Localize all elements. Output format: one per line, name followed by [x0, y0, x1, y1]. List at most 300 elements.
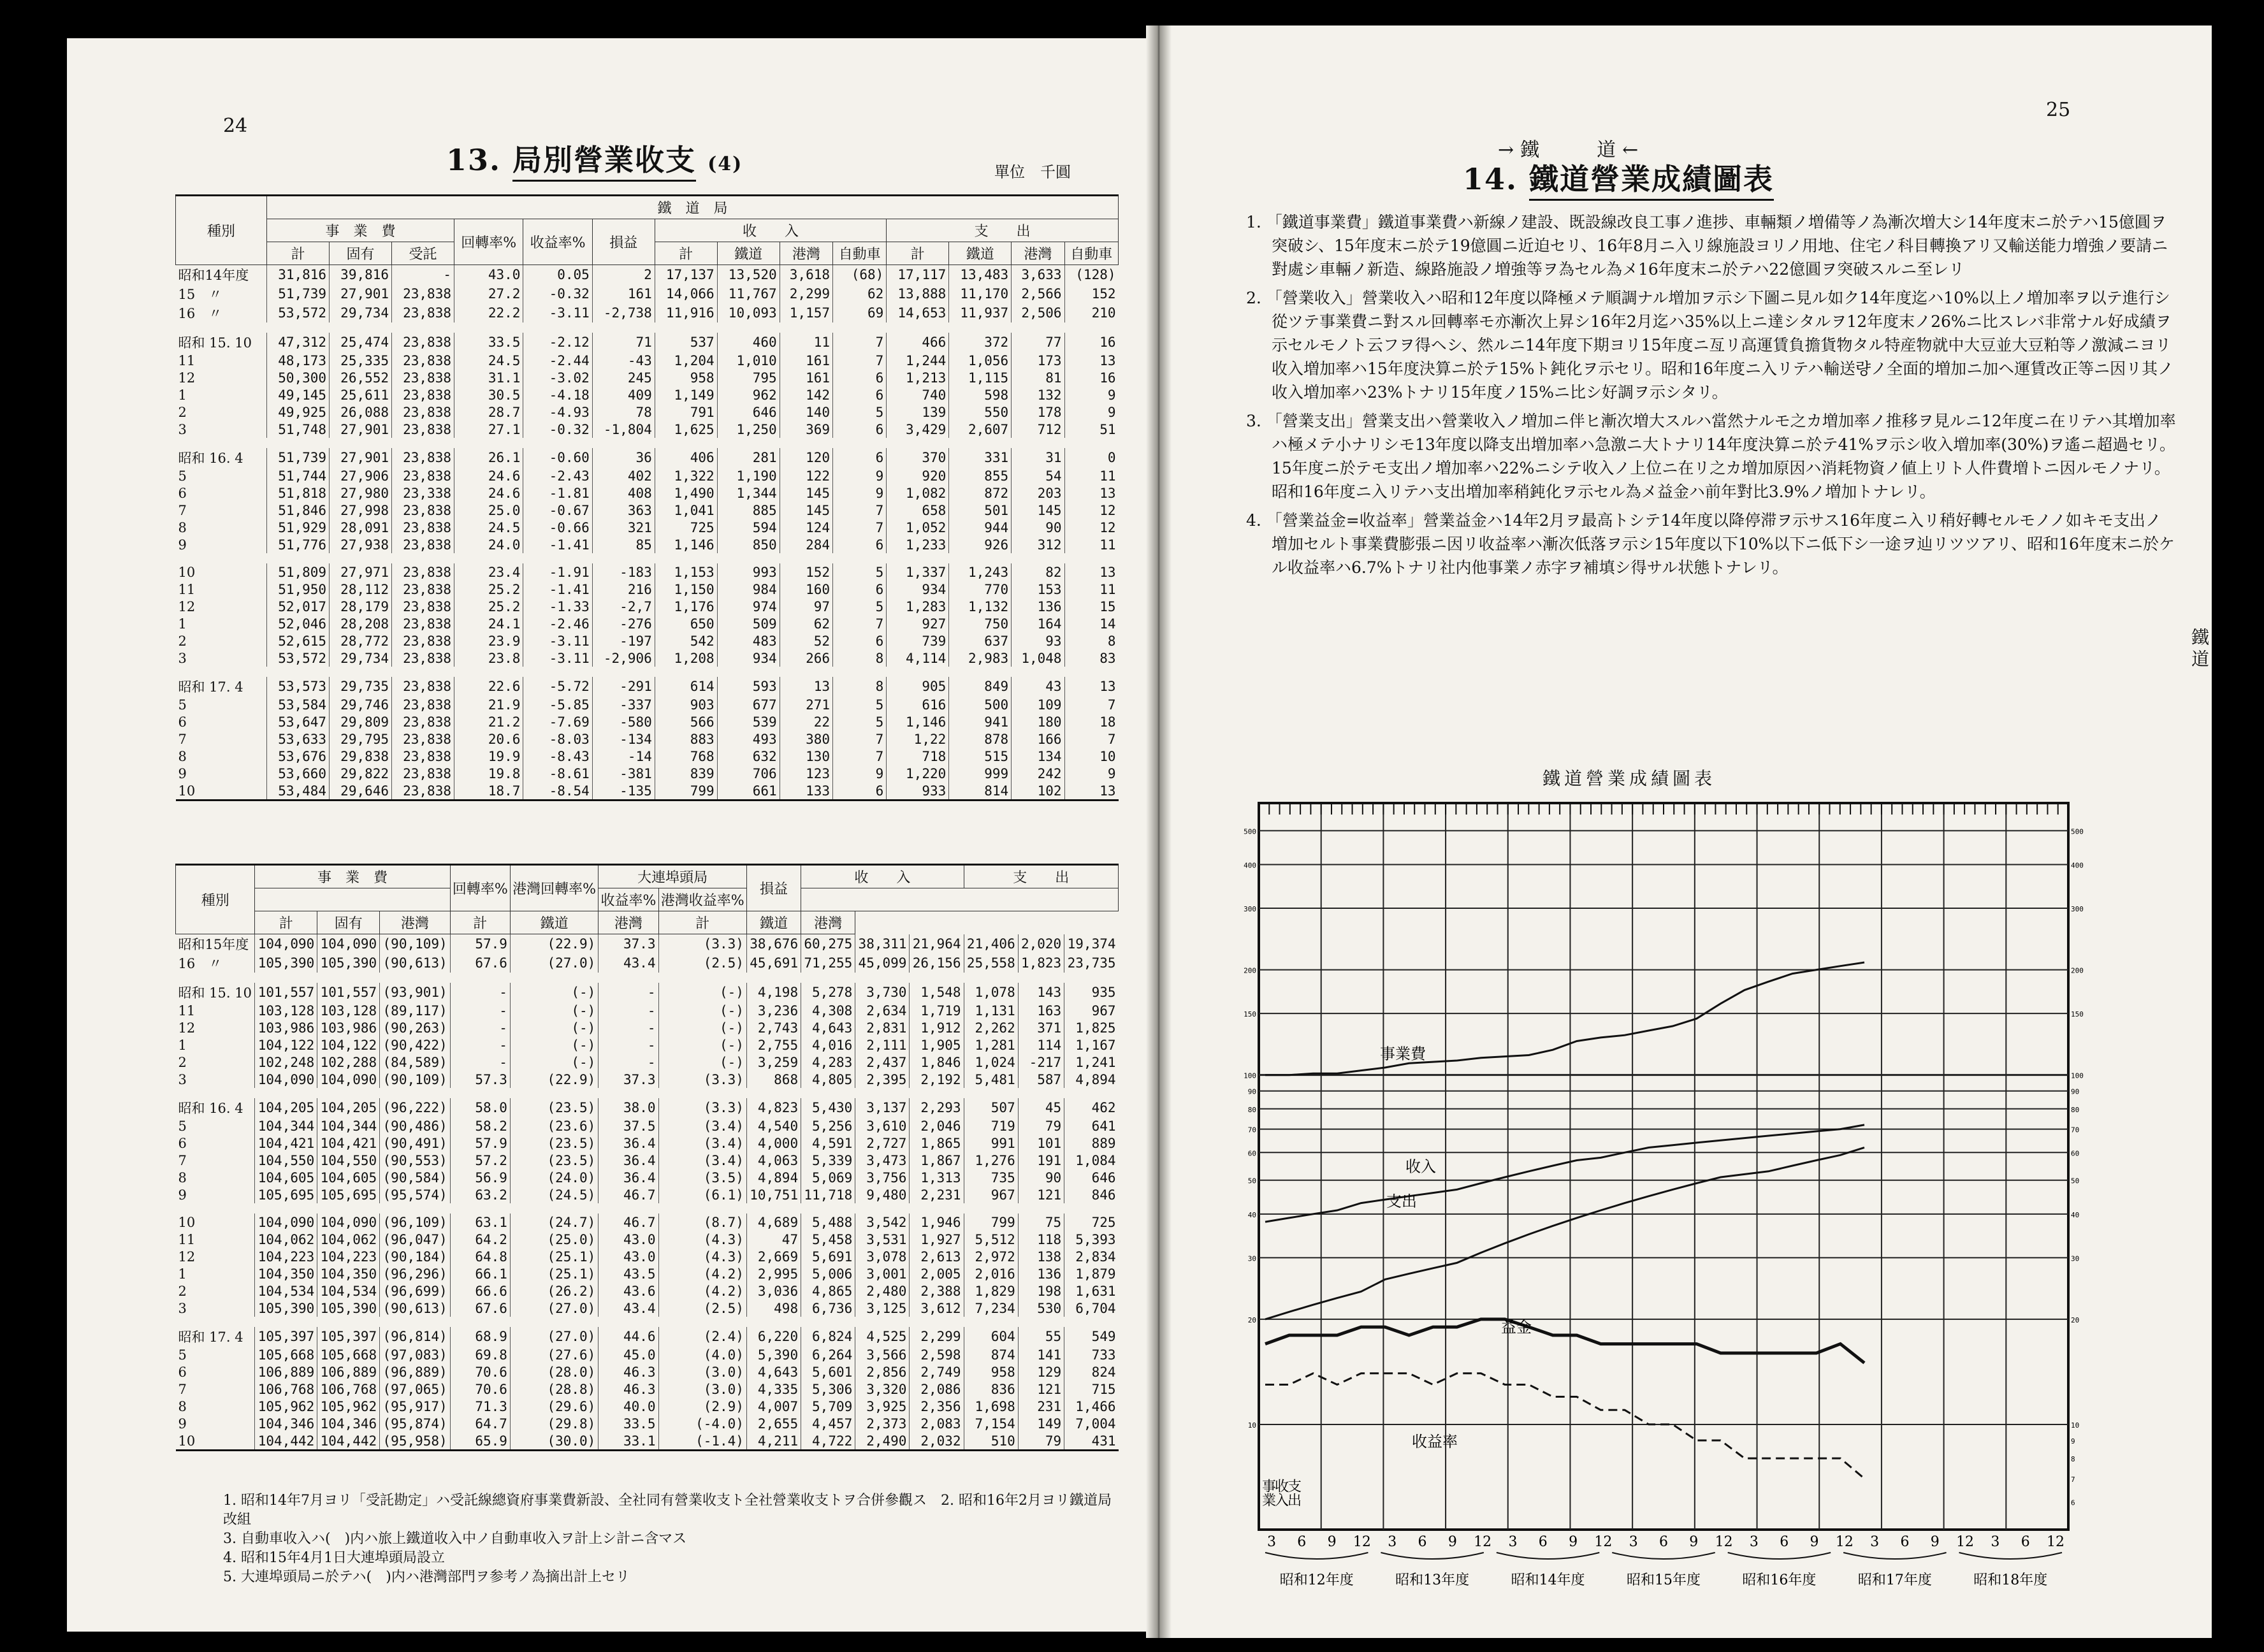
table-cell: 5: [833, 403, 887, 421]
table-cell: 1,024: [964, 1054, 1018, 1071]
table-cell: 566: [655, 713, 717, 730]
table-cell: 4,865: [801, 1282, 855, 1300]
table-cell: 934: [887, 581, 949, 598]
x-year-label: 昭和17年度: [1857, 1572, 1932, 1588]
note-line: 1. 昭和14年7月ヨリ「受託勘定」ハ受託線總資府事業費新設、全社同有營業收支ト全社營業收支トヲ合併參觀ス 2. 昭和16年2月ヨリ鐵道局改組: [223, 1493, 1112, 1528]
x-month-label: 6: [1780, 1534, 1789, 1550]
table-cell: 2,634: [855, 1002, 910, 1019]
row-label: 5: [178, 697, 187, 713]
table-cell: 25,335: [330, 352, 392, 369]
table-cell: -8.43: [523, 748, 592, 765]
table-cell: (-): [510, 1054, 598, 1071]
table-cell: 102,248: [255, 1054, 317, 1071]
table-cell: (24.5): [510, 1186, 598, 1203]
table-row: [176, 448, 1119, 467]
table-cell: 53,584: [267, 696, 330, 713]
table-cell: 2,395: [855, 1071, 910, 1088]
table-cell: 79: [1018, 1432, 1064, 1451]
table-cell: 164: [1012, 615, 1064, 632]
table-cell: 56.9: [450, 1169, 510, 1186]
table-cell: (90,553): [380, 1152, 451, 1169]
table-cell: 106,768: [317, 1380, 380, 1398]
table-cell: 1,322: [655, 467, 717, 484]
table-cell: 29,734: [330, 649, 392, 667]
table-cell: 927: [887, 615, 949, 632]
row-label: 12: [178, 1020, 196, 1036]
table-cell: 7: [833, 352, 887, 369]
table-cell: 1,281: [964, 1036, 1018, 1054]
table-cell: 43.4: [599, 1300, 658, 1317]
chart-frame: [1259, 803, 2068, 1530]
table-cell: 3,618: [780, 265, 832, 285]
stub-header: 種別: [176, 196, 267, 265]
table-cell: 28,091: [330, 519, 392, 536]
table-cell: 13: [1064, 782, 1118, 801]
table-cell: 641: [1064, 1117, 1119, 1134]
table-row: [176, 1036, 1119, 1054]
table-cell: 22.6: [454, 677, 523, 696]
table-cell: 104,346: [317, 1415, 380, 1432]
table-cell: -3.11: [523, 632, 592, 649]
table-cell: 1,867: [910, 1152, 964, 1169]
table-cell: -5.72: [523, 677, 592, 696]
table-cell: 104,550: [317, 1152, 380, 1169]
row-label: 2: [178, 633, 187, 649]
table-cell: 104,344: [255, 1117, 317, 1134]
table-cell: 23,838: [392, 677, 454, 696]
table-cell: 26,088: [330, 403, 392, 421]
table-cell: 967: [964, 1186, 1018, 1203]
table-cell: 120: [780, 448, 832, 467]
table-cell: 984: [717, 581, 780, 598]
table-cell: 962: [717, 386, 780, 403]
table-cell: 161: [780, 369, 832, 386]
table-cell: (-): [658, 983, 746, 1002]
table-cell: 231: [1018, 1398, 1064, 1415]
table-cell: 903: [655, 696, 717, 713]
table-cell: -135: [592, 782, 655, 801]
row-label: 12: [178, 1249, 196, 1264]
table-cell: 53,572: [267, 649, 330, 667]
table-cell: 935: [1064, 983, 1119, 1002]
header-kaiten: 回轉率%: [450, 865, 510, 911]
table-cell: 850: [717, 536, 780, 553]
table-cell: 5,390: [746, 1346, 801, 1363]
table-cell: 4,198: [746, 983, 801, 1002]
table-cell: -291: [592, 677, 655, 696]
table-cell: 242: [1012, 765, 1064, 782]
table-cell: 26,156: [910, 953, 964, 973]
table-cell: 0.05: [523, 265, 592, 285]
table-cell: -1.41: [523, 581, 592, 598]
table-cell: 44.6: [599, 1327, 658, 1346]
table-cell: 632: [717, 748, 780, 765]
table-cell: 104,442: [255, 1432, 317, 1451]
table-cell: 510: [964, 1432, 1018, 1451]
subheader-cell: 鐵道: [949, 242, 1012, 265]
table-cell: 67.6: [450, 1300, 510, 1317]
x-month-label: 6: [1418, 1534, 1427, 1550]
table-cell: 1,010: [717, 352, 780, 369]
x-month-label: 3: [1870, 1534, 1880, 1550]
table-cell: 15: [1064, 598, 1118, 615]
table-cell: 13,888: [887, 284, 949, 303]
table-row: [176, 553, 1119, 563]
table-cell: (89,117): [380, 1002, 451, 1019]
inset-axis-label: 事業: [1259, 1479, 1276, 1507]
table-cell: 23.8: [454, 649, 523, 667]
header-shishutsu: 支 出: [887, 219, 1119, 242]
x-year-label: 昭和13年度: [1395, 1572, 1470, 1588]
table-cell: 9: [1064, 765, 1118, 782]
table-cell: 51: [1064, 421, 1118, 438]
table-cell: 38,311: [855, 934, 910, 954]
table-cell: 104,062: [255, 1231, 317, 1248]
table-cell: 104,122: [317, 1036, 380, 1054]
table-cell: 4,000: [746, 1134, 801, 1152]
title-subnumber: (4): [708, 153, 743, 175]
table-cell: 97: [780, 598, 832, 615]
table-cell: 770: [949, 581, 1012, 598]
table-cell: 509: [717, 615, 780, 632]
table-cell: 51,929: [267, 519, 330, 536]
subheader-cell: 港灣: [599, 911, 658, 934]
table-cell: -: [450, 1019, 510, 1036]
table-row: [176, 1327, 1119, 1346]
table-cell: 104,550: [255, 1152, 317, 1169]
row-label: 9: [178, 1416, 187, 1431]
table-cell: 1,927: [910, 1231, 964, 1248]
table-cell: -4.18: [523, 386, 592, 403]
table-cell: 1,466: [1064, 1398, 1119, 1415]
x-month-label: 9: [1448, 1534, 1457, 1550]
table-cell: 64.7: [450, 1415, 510, 1432]
table-cell: 71: [592, 333, 655, 352]
table-cell: 37.3: [599, 934, 658, 954]
table-cell: 85: [592, 536, 655, 553]
table-cell: 331: [949, 448, 1012, 467]
table-cell: 136: [1018, 1265, 1064, 1282]
table-cell: 13,483: [949, 265, 1012, 285]
table-cell: 515: [949, 748, 1012, 765]
table-cell: 1,698: [964, 1398, 1018, 1415]
table-cell: 178: [1012, 403, 1064, 421]
table-cell: 138: [1018, 1248, 1064, 1265]
note-line: 4. 昭和15年4月1日大連埠頭局設立: [223, 1550, 445, 1566]
table-cell: 1,912: [910, 1019, 964, 1036]
header-shueki: 收益率%: [523, 219, 592, 265]
table-cell: 114: [1018, 1036, 1064, 1054]
table-cell: -7.69: [523, 713, 592, 730]
row-label: 7: [178, 1381, 187, 1397]
row-label: 8: [178, 748, 187, 764]
table-cell: 53,572: [267, 303, 330, 322]
table-cell: 4,643: [746, 1363, 801, 1380]
table-cell: 40.0: [599, 1398, 658, 1415]
table-cell: 768: [655, 748, 717, 765]
table-cell: -: [450, 1002, 510, 1019]
row-label: 昭和 16. 4: [178, 1101, 243, 1116]
table-cell: 6: [833, 581, 887, 598]
header-shunyu: 收 入: [801, 865, 964, 888]
table-cell: 65.9: [450, 1432, 510, 1451]
table-cell: 104,062: [317, 1231, 380, 1248]
header-shishutsu: 支 出: [964, 865, 1118, 888]
header-shukai: 港灣回轉率%: [510, 865, 598, 911]
table-cell: 1,082: [887, 484, 949, 502]
table-cell: 2,083: [910, 1415, 964, 1432]
row-label: 8: [178, 519, 187, 535]
subheader-cell: 自動車: [1064, 242, 1118, 265]
table-cell: (95,874): [380, 1415, 451, 1432]
table-cell: 661: [717, 782, 780, 801]
table-cell: 23,838: [392, 713, 454, 730]
table-cell: 103,986: [317, 1019, 380, 1036]
table-cell: 166: [1012, 730, 1064, 748]
table-cell: 2,755: [746, 1036, 801, 1054]
table-row: [176, 1398, 1119, 1415]
table-row: [176, 1152, 1119, 1169]
x-month-label: 6: [1297, 1534, 1307, 1550]
table-cell: -3.11: [523, 649, 592, 667]
table-cell: 498: [746, 1300, 801, 1317]
table-cell: 9: [833, 484, 887, 502]
table-cell: 23,838: [392, 403, 454, 421]
table-cell: (24.7): [510, 1214, 598, 1231]
table-cell: 23,838: [392, 696, 454, 713]
table-cell: 13: [1064, 352, 1118, 369]
note-line: 5. 大連埠頭局ニ於テハ( )内ハ港灣部門ヲ参考ノ為摘出計上セリ: [223, 1569, 630, 1585]
table-cell: 4,114: [887, 649, 949, 667]
right-tick-label: 40: [2071, 1210, 2080, 1219]
table-cell: 18.7: [454, 782, 523, 801]
table-cell: 493: [717, 730, 780, 748]
table-cell: 20.6: [454, 730, 523, 748]
table-cell: (2.5): [658, 953, 746, 973]
table-cell: 885: [717, 502, 780, 519]
table-row: [176, 322, 1119, 333]
table-cell: (23.6): [510, 1117, 598, 1134]
table-cell: 11: [1064, 581, 1118, 598]
table-cell: 537: [655, 333, 717, 352]
table-cell: 33.5: [454, 333, 523, 352]
table-cell: 1,905: [910, 1036, 964, 1054]
table-cell: 2,831: [855, 1019, 910, 1036]
table-cell: (-): [658, 1036, 746, 1054]
table-cell: 173: [1012, 352, 1064, 369]
table-cell: 25,611: [330, 386, 392, 403]
table-cell: -2.44: [523, 352, 592, 369]
table-cell: 2,480: [855, 1282, 910, 1300]
table-cell: 27,901: [330, 284, 392, 303]
table-cell: -: [392, 265, 454, 285]
table-cell: 6: [833, 448, 887, 467]
table-cell: 1,056: [949, 352, 1012, 369]
table-cell: 105,390: [255, 953, 317, 973]
table-row: [176, 467, 1119, 484]
table-cell: -197: [592, 632, 655, 649]
table-cell: 55: [1018, 1327, 1064, 1346]
table-cell: -580: [592, 713, 655, 730]
table-cell: 11,718: [801, 1186, 855, 1203]
table-cell: 104,205: [255, 1098, 317, 1117]
table-cell: 507: [964, 1098, 1018, 1117]
right-tick-label: 200: [2071, 966, 2084, 975]
table-cell: 51,809: [267, 563, 330, 581]
year-bracket: [1959, 1553, 2062, 1559]
table-cell: 104,442: [317, 1432, 380, 1451]
table-cell: 64.2: [450, 1231, 510, 1248]
series-label: 收益率: [1412, 1433, 1458, 1451]
table-cell: 1,829: [964, 1282, 1018, 1300]
table-row: [176, 1203, 1119, 1214]
table-cell: 4,823: [746, 1098, 801, 1117]
table-row: [176, 632, 1119, 649]
table-cell: 824: [1064, 1363, 1119, 1380]
table-cell: 7,004: [1064, 1415, 1119, 1432]
row-label: 昭和 16. 4: [178, 451, 243, 466]
table-cell: 101,557: [317, 983, 380, 1002]
table-cell: (3.0): [658, 1380, 746, 1398]
table-cell: 103,128: [317, 1002, 380, 1019]
table-cell: (95,917): [380, 1398, 451, 1415]
table-cell: 598: [949, 386, 1012, 403]
row-label: 昭和 15. 10: [178, 335, 252, 351]
table-cell: 6,264: [801, 1346, 855, 1363]
table-cell: 216: [592, 581, 655, 598]
left-tick-label: 90: [1247, 1087, 1256, 1096]
right-tick-label: 20: [2071, 1315, 2080, 1324]
row-label: 昭和 15. 10: [178, 985, 252, 1001]
header-blank: [255, 888, 450, 911]
left-tick-label: 200: [1244, 966, 1256, 975]
table-cell: 11,937: [949, 303, 1012, 322]
table-cell: (3.0): [658, 1363, 746, 1380]
subheader-cell: 港灣: [1012, 242, 1064, 265]
row-label: 10: [178, 564, 196, 580]
table-cell: 102: [1012, 782, 1064, 801]
table-cell: 11: [780, 333, 832, 352]
table-cell: (27.0): [510, 1327, 598, 1346]
table-cell: 152: [1064, 284, 1118, 303]
table-cell: 1,313: [910, 1169, 964, 1186]
table-cell: (-4.0): [658, 1415, 746, 1432]
table-cell: (23.5): [510, 1134, 598, 1152]
table-cell: 68.9: [450, 1327, 510, 1346]
row-label: 昭和 17. 4: [178, 679, 243, 695]
table-cell: 1,131: [964, 1002, 1018, 1019]
table-cell: 105,668: [317, 1346, 380, 1363]
table-cell: 5,691: [801, 1248, 855, 1265]
table-cell: 30.5: [454, 386, 523, 403]
table-cell: 2,856: [855, 1363, 910, 1380]
table-cell: 2,506: [1012, 303, 1064, 322]
table-cell: 22: [780, 713, 832, 730]
table-row: [176, 403, 1119, 421]
subheader-cell: 鐵道: [746, 911, 801, 934]
table-cell: 105,397: [317, 1327, 380, 1346]
table-cell: 24.5: [454, 519, 523, 536]
table-cell: 370: [887, 448, 949, 467]
right-tick-label: 300: [2071, 905, 2084, 914]
table-cell: 1,153: [655, 563, 717, 581]
table-cell: 501: [949, 502, 1012, 519]
x-month-label: 12: [1715, 1534, 1733, 1550]
table-cell: 104,350: [317, 1265, 380, 1282]
table-cell: 23,838: [392, 502, 454, 519]
table-cell: 7: [833, 748, 887, 765]
table-cell: 3,236: [746, 1002, 801, 1019]
table-row: [176, 667, 1119, 677]
table-row: [176, 386, 1119, 403]
table-cell: 874: [964, 1346, 1018, 1363]
table-cell: 45,099: [855, 953, 910, 973]
table-cell: 104,090: [317, 934, 380, 954]
table-cell: 6,736: [801, 1300, 855, 1317]
table-cell: 122: [780, 467, 832, 484]
table-cell: 28,208: [330, 615, 392, 632]
table-row: [176, 421, 1119, 438]
table-cell: 16: [1064, 369, 1118, 386]
table-cell: 23,838: [392, 615, 454, 632]
table-cell: 941: [949, 713, 1012, 730]
table-cell: 23,838: [392, 581, 454, 598]
table-cell: 13: [1064, 677, 1118, 696]
table-cell: 13: [780, 677, 832, 696]
row-label: 8: [178, 1170, 187, 1185]
table-cell: (96,222): [380, 1098, 451, 1117]
table-row: [176, 1415, 1119, 1432]
table-cell: 104,605: [317, 1169, 380, 1186]
table-row: [176, 1231, 1119, 1248]
table-cell: -0.60: [523, 448, 592, 467]
table-cell: 466: [887, 333, 949, 352]
table-cell: 52: [780, 632, 832, 649]
table-cell: 101: [1018, 1134, 1064, 1152]
table-cell: 79: [1018, 1117, 1064, 1134]
x-month-label: 6: [1900, 1534, 1910, 1550]
row-label: 9: [178, 1187, 187, 1203]
table-cell: 1,041: [655, 502, 717, 519]
table-cell: 312: [1012, 536, 1064, 553]
table-cell: 58.2: [450, 1117, 510, 1134]
table-cell: 2,356: [910, 1398, 964, 1415]
table-cell: -183: [592, 563, 655, 581]
table-cell: 43.0: [454, 265, 523, 285]
table-cell: 1,276: [964, 1152, 1018, 1169]
table-cell: (90,491): [380, 1134, 451, 1152]
table-cell: 12: [1064, 502, 1118, 519]
table-cell: 51,776: [267, 536, 330, 553]
table-row: [176, 1002, 1119, 1019]
table-cell: 69: [833, 303, 887, 322]
table-cell: 4,689: [746, 1214, 801, 1231]
table-cell: 889: [1064, 1134, 1119, 1152]
table-cell: 7: [1064, 696, 1118, 713]
table-cell: 3,473: [855, 1152, 910, 1169]
table-cell: 49,145: [267, 386, 330, 403]
table-cell: 2,032: [910, 1432, 964, 1451]
table-cell: (29.8): [510, 1415, 598, 1432]
table-cell: 1,243: [949, 563, 1012, 581]
table-cell: 1,825: [1064, 1019, 1119, 1036]
operating-results-chart: [1244, 797, 2084, 1625]
table-cell: 5,601: [801, 1363, 855, 1380]
table-cell: (2.9): [658, 1398, 746, 1415]
table-cell: 814: [949, 782, 1012, 801]
table-cell: 129: [1018, 1363, 1064, 1380]
year-bracket: [1612, 1553, 1715, 1559]
